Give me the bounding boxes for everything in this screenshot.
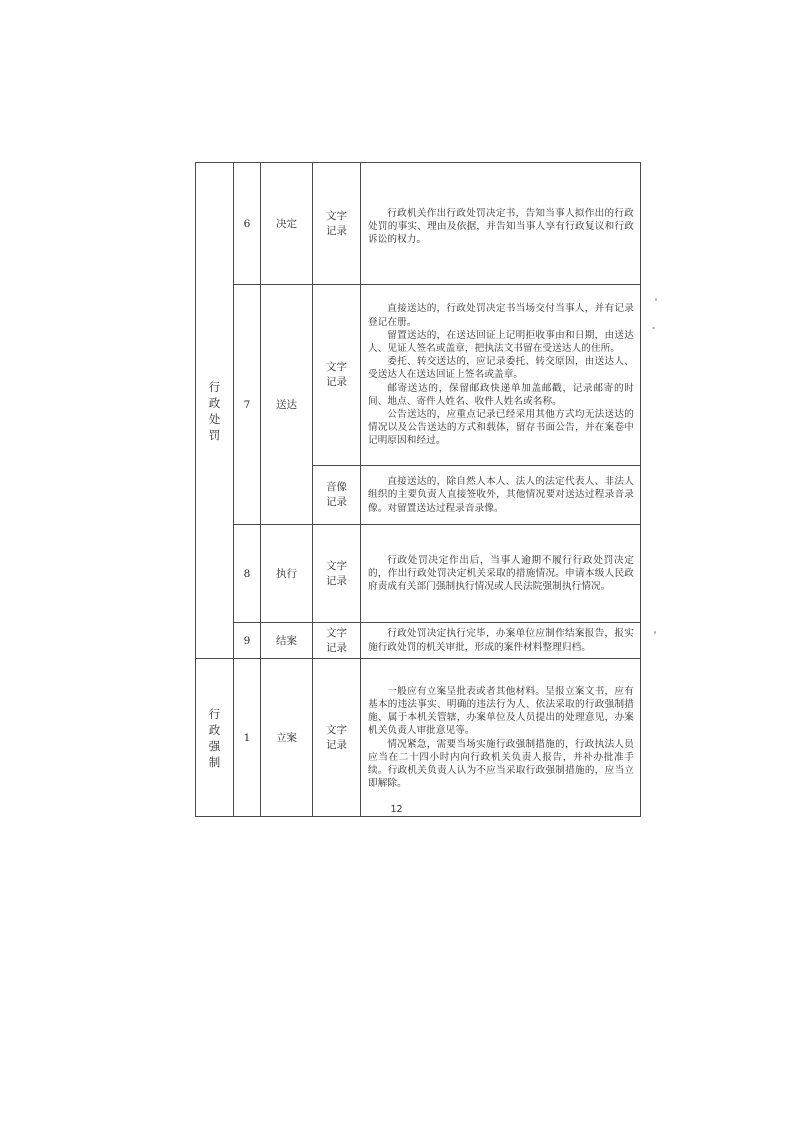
record-content: 行政机关作出行政处罚决定书，告知当事人拟作出的行政处罚的事实、理由及依据，并告知当事人享有行政复议和行政诉讼的权力。 bbox=[361, 163, 641, 285]
page-number: 12 bbox=[390, 804, 403, 815]
step-number: 6 bbox=[234, 163, 261, 285]
record-type: 文字 记录 bbox=[313, 659, 361, 817]
scan-speck bbox=[652, 327, 655, 329]
table-row bbox=[196, 623, 641, 659]
record-type: 文字 记录 bbox=[313, 285, 361, 466]
table-row bbox=[196, 285, 641, 466]
record-type: 文字 记录 bbox=[313, 525, 361, 623]
table-row bbox=[196, 163, 641, 285]
record-content: 行政处罚决定执行完毕，办案单位应制作结案报告，报实施行政处罚的机关审批，形成的案件材料整理归档。 bbox=[361, 623, 641, 659]
step-number: 1 bbox=[234, 659, 261, 817]
step-number: 7 bbox=[234, 285, 261, 525]
scan-speck bbox=[654, 631, 656, 634]
step-name: 送达 bbox=[261, 285, 313, 525]
record-type: 文字 记录 bbox=[313, 163, 361, 285]
record-content: 直接送达的，除自然人本人、法人的法定代表人、非法人组织的主要负责人直接签收外，其他情况要对送达过程录音录像。对留置送达过程录音录像。 bbox=[361, 466, 641, 525]
table-row bbox=[196, 525, 641, 623]
step-name: 决定 bbox=[261, 163, 313, 285]
scan-speck bbox=[655, 298, 657, 301]
record-type: 音像 记录 bbox=[313, 466, 361, 525]
record-content: 一般应有立案呈批表或者其他材料。呈报立案文书，应有基本的违法事实、明确的违法行为人、依法采取的行政强制措施、属于本机关管辖，办案单位及人员提出的处理意见，办案机关负责人审批意见等。 情况紧急，需要当场实施行政强制措施的，行政执法人员应当在二十四小时内向行政机关负责人报告，并补办批准手续。行政机关负责人认为不应当采取行政强制措施的，应当立即解除。 bbox=[361, 659, 641, 817]
step-name: 执行 bbox=[261, 525, 313, 623]
record-type: 文字 记录 bbox=[313, 623, 361, 659]
category-cell-administrative-enforcement: 行 政 强 制 bbox=[196, 659, 234, 817]
record-content: 直接送达的，行政处罚决定书当场交付当事人，并有记录登记在册。 留置送达的，在送达回证上记明拒收事由和日期，由送达人、见证人签名或盖章，把执法文书留在受送达人的住所。 委托、转交送达的，应记录委托、转交原因，由送达人、受送达人在送达回证上签名或盖章。 邮寄送达的，保留邮政快递单加盖邮戳，记录邮寄的时间、地点、寄件人姓名、收件人姓名或名称。 公告送达的，应重点记录已经采用其他方式均无法送达的情况以及公告送达的方式和载体，留存书面公告，并在案卷中记明原因和经过。 bbox=[361, 285, 641, 466]
table-row bbox=[196, 659, 641, 817]
procedure-table bbox=[195, 162, 641, 817]
step-number: 8 bbox=[234, 525, 261, 623]
record-content: 行政处罚决定作出后，当事人逾期不履行行政处罚决定的，作出行政处罚决定机关采取的措施情况。申请本级人民政府责成有关部门强制执行情况或人民法院强制执行情况。 bbox=[361, 525, 641, 623]
step-number: 9 bbox=[234, 623, 261, 659]
category-cell-administrative-penalty: 行 政 处 罚 bbox=[196, 163, 234, 659]
step-name: 结案 bbox=[261, 623, 313, 659]
step-name: 立案 bbox=[261, 659, 313, 817]
